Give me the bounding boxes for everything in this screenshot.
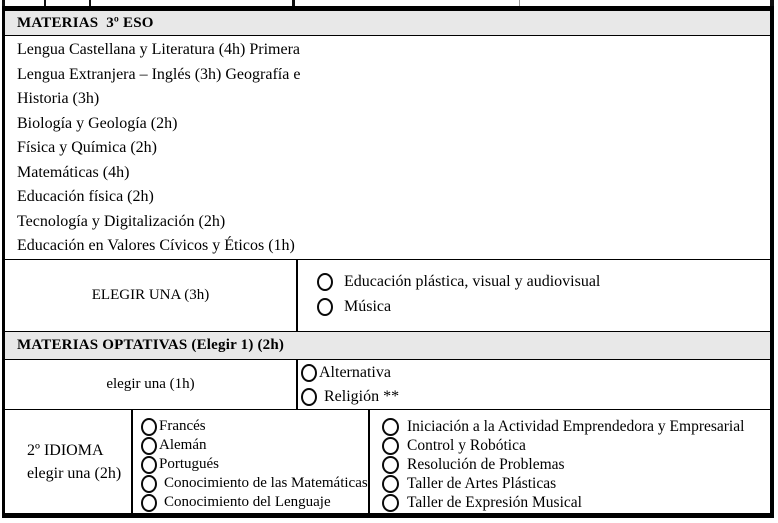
choose-one-3h-label: ELEGIR UNA (3h) <box>91 287 210 303</box>
second-language-row <box>5 410 770 514</box>
radio-option-taller-expresion[interactable] <box>382 493 770 512</box>
choose-one-3h-row <box>5 260 770 332</box>
option-label: Alternativa <box>319 364 391 381</box>
choose-one-1h-row <box>5 360 770 410</box>
subjects-list <box>5 36 770 260</box>
radio-option-conocimiento-matematicas[interactable] <box>141 474 368 493</box>
radio-option-conocimiento-lenguaje[interactable] <box>141 493 368 512</box>
radio-icon[interactable] <box>301 364 317 382</box>
radio-icon[interactable] <box>382 494 399 512</box>
radio-option-iniciacion-actividad[interactable] <box>382 417 770 436</box>
option-label: Música <box>344 297 392 315</box>
subject-line: Matemáticas (4h) <box>17 163 130 181</box>
option-label: Control y Robótica <box>407 436 526 454</box>
second-language-label-line1: 2º IDIOMA <box>27 442 104 459</box>
subject-line: Educación en Valores Cívicos y Éticos (1h) <box>17 237 295 254</box>
radio-icon[interactable] <box>382 475 399 493</box>
option-label: Francés <box>159 418 206 434</box>
second-language-label-line2: elegir una (2h) <box>27 465 122 482</box>
radio-icon[interactable] <box>317 273 333 291</box>
subject-line: Biología y Geología (2h) <box>17 114 178 132</box>
subject-line: Lengua Castellana y Literatura (4h) Primera <box>17 41 300 58</box>
option-label: Conocimiento del Lenguaje <box>164 494 331 510</box>
radio-icon[interactable] <box>141 437 157 455</box>
materias-table <box>2 6 774 518</box>
radio-option-musica[interactable] <box>317 294 600 319</box>
option-label: Religión ** <box>324 388 400 405</box>
choose-one-3h-options <box>298 260 600 331</box>
radio-option-control-robotica[interactable] <box>382 436 770 455</box>
option-label: Portugués <box>159 456 219 472</box>
optativas-header-title: MATERIAS OPTATIVAS (Elegir 1) (2h) <box>17 337 285 353</box>
radio-option-alternativa[interactable] <box>301 361 399 385</box>
radio-option-portugues[interactable] <box>141 455 368 474</box>
choose-one-3h-label-cell <box>5 260 298 331</box>
radio-option-frances[interactable] <box>141 417 368 436</box>
radio-option-religion[interactable] <box>301 385 399 409</box>
radio-icon[interactable] <box>382 437 399 455</box>
radio-icon[interactable] <box>317 298 333 316</box>
second-language-label-cell <box>5 410 133 514</box>
radio-icon[interactable] <box>141 494 157 512</box>
radio-icon[interactable] <box>141 456 157 474</box>
choose-one-1h-label-cell <box>5 360 298 409</box>
materias-header-band <box>5 11 770 36</box>
option-label: Conocimiento de las Matemáticas <box>164 475 368 491</box>
subject-line: Tecnología y Digitalización (2h) <box>17 212 226 230</box>
subject-line: Lengua Extranjera – Inglés (3h) Geografía e <box>17 65 301 83</box>
radio-icon[interactable] <box>301 388 317 406</box>
materias-header-title: MATERIAS 3º ESO <box>17 14 154 31</box>
radio-icon[interactable] <box>141 418 157 436</box>
radio-option-aleman[interactable] <box>141 436 368 455</box>
subject-line: Historia (3h) <box>17 90 100 107</box>
option-label: Taller de Artes Plásticas <box>407 474 557 492</box>
radio-icon[interactable] <box>141 475 157 493</box>
option-label: Iniciación a la Actividad Emprendedora y Empresarial <box>407 417 745 435</box>
radio-icon[interactable] <box>382 418 399 436</box>
radio-option-taller-artes[interactable] <box>382 474 770 493</box>
radio-option-plastica[interactable] <box>317 269 600 294</box>
subject-line: Física y Química (2h) <box>17 139 157 156</box>
optativas-header-band <box>5 332 770 360</box>
choose-one-1h-options <box>298 360 399 409</box>
choose-one-1h-label: elegir una (1h) <box>106 376 195 392</box>
workshop-options <box>370 410 770 514</box>
subject-line: Educación física (2h) <box>17 188 154 205</box>
option-label: Educación plástica, visual y audiovisual <box>344 272 601 290</box>
language-options <box>133 410 370 514</box>
option-label: Resolución de Problemas <box>407 455 565 473</box>
radio-icon[interactable] <box>382 456 399 474</box>
radio-option-resolucion-problemas[interactable] <box>382 455 770 474</box>
option-label: Taller de Expresión Musical <box>407 493 582 511</box>
option-label: Alemán <box>159 437 207 453</box>
